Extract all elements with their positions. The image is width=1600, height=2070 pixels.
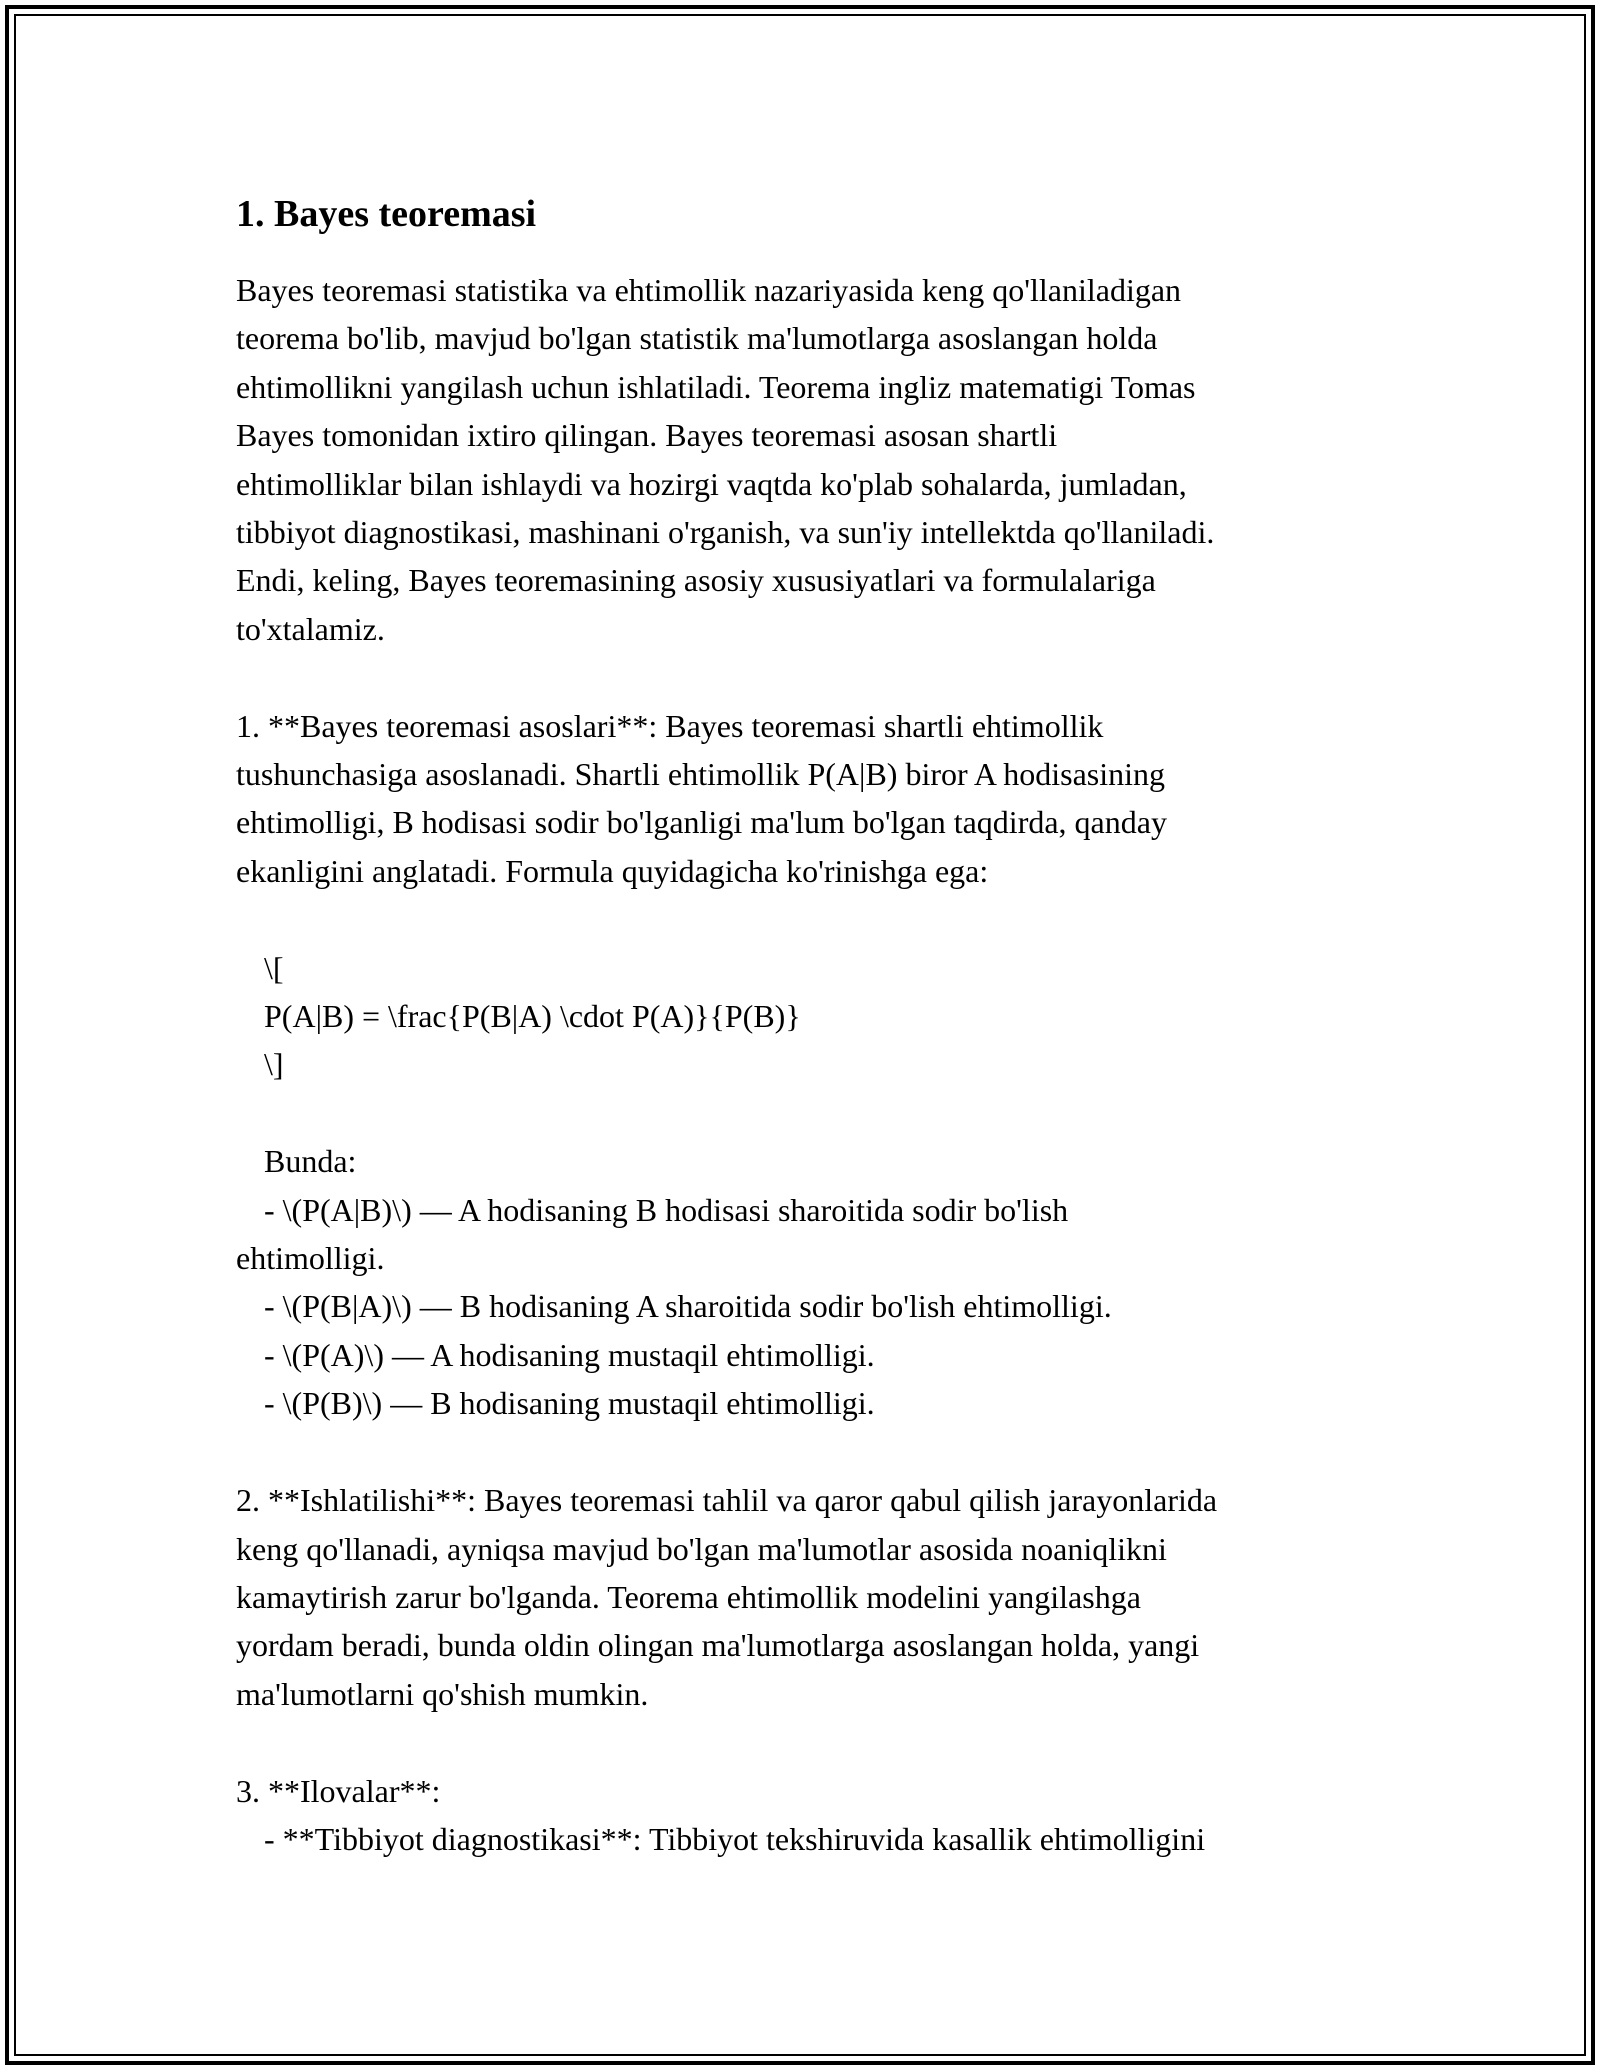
bullet-line: - \(P(B)\) — B hodisaning mustaqil ehtimolligi.: [264, 1385, 875, 1422]
text-line: tushunchasiga asoslanadi. Shartli ehtimollik P(A|B) biror A hodisasining: [236, 756, 1165, 793]
blank-line: [236, 1428, 1416, 1476]
text-line: Bayes teoremasi statistika va ehtimollik nazariyasida keng qo'llaniladigan: [236, 272, 1182, 308]
text-line: ma'lumotlarni qo'shish mumkin.: [236, 1675, 649, 1712]
text-line: ehtimollikni yangilash uchun ishlatiladi. Teorema ingliz matematigi Tomas: [236, 368, 1196, 405]
text-line: yordam beradi, bunda oldin olingan ma'lumotlarga asoslangan holda, yangi: [236, 1627, 1200, 1664]
text-line: tibbiyot diagnostikasi, mashinani o'rganish, va sun'iy intellektda qo'llaniladi.: [236, 514, 1215, 551]
blank-line: [236, 653, 1416, 701]
text-line: ehtimolligi, B hodisasi sodir bo'lganligi ma'lum bo'lgan taqdirda, qanday: [236, 804, 1167, 841]
section-heading: 1. Bayes teoremasi: [236, 193, 537, 235]
formula-open: \[: [264, 949, 284, 986]
text-line: 1. **Bayes teoremasi asoslari**: Bayes teoremasi shartli ehtimollik: [236, 707, 1104, 744]
text-line: Bunda:: [264, 1143, 357, 1180]
text-line: 2. **Ishlatilishi**: Bayes teoremasi tahlil va qaror qabul qilish jarayonlarida: [236, 1482, 1218, 1519]
text-line: Bayes tomonidan ixtiro qilingan. Bayes teoremasi asosan shartli: [236, 417, 1058, 454]
blank-line: [236, 895, 1416, 943]
bullet-line: - \(P(A)\) — A hodisaning mustaqil ehtimolligi.: [264, 1336, 875, 1373]
text-line: keng qo'llanadi, ayniqsa mavjud bo'lgan ma'lumotlar asosida noaniqlikni: [236, 1530, 1167, 1567]
text-line: teorema bo'lib, mavjud bo'lgan statistik ma'lumotlarga asoslangan holda: [236, 320, 1158, 357]
bullet-line: - \(P(B|A)\) — B hodisaning A sharoitida sodir bo'lish ehtimolligi.: [264, 1288, 1112, 1325]
text-line: 3. **Ilovalar**:: [236, 1772, 441, 1809]
blank-line: [236, 1089, 1416, 1137]
formula-line: P(A|B) = \frac{P(B|A) \cdot P(A)}{P(B)}: [264, 998, 801, 1035]
text-line: ehtimolliklar bilan ishlaydi va hozirgi vaqtda ko'plab sohalarda, jumladan,: [236, 465, 1187, 502]
blank-line: [236, 1718, 1416, 1766]
bullet-line: - **Tibbiyot diagnostikasi**: Tibbiyot tekshiruvida kasallik ehtimolligini: [264, 1820, 1206, 1857]
text-line: ekanligini anglatadi. Formula quyidagicha ko'rinishga ega:: [236, 852, 989, 889]
text-line: Endi, keling, Bayes teoremasining asosiy xususiyatlari va formulalariga: [236, 562, 1156, 599]
bullet-line: - \(P(A|B)\) — A hodisaning B hodisasi sharoitida sodir bo'lish: [264, 1191, 1069, 1228]
text-line: kamaytirish zarur bo'lganda. Teorema ehtimollik modelini yangilashga: [236, 1578, 1141, 1615]
document-body: [236, 186, 1416, 1863]
formula-close: \]: [264, 1046, 284, 1083]
document-text: [236, 266, 1416, 1863]
text-line: ehtimolligi.: [236, 1240, 385, 1277]
text-line: to'xtalamiz.: [236, 610, 385, 647]
